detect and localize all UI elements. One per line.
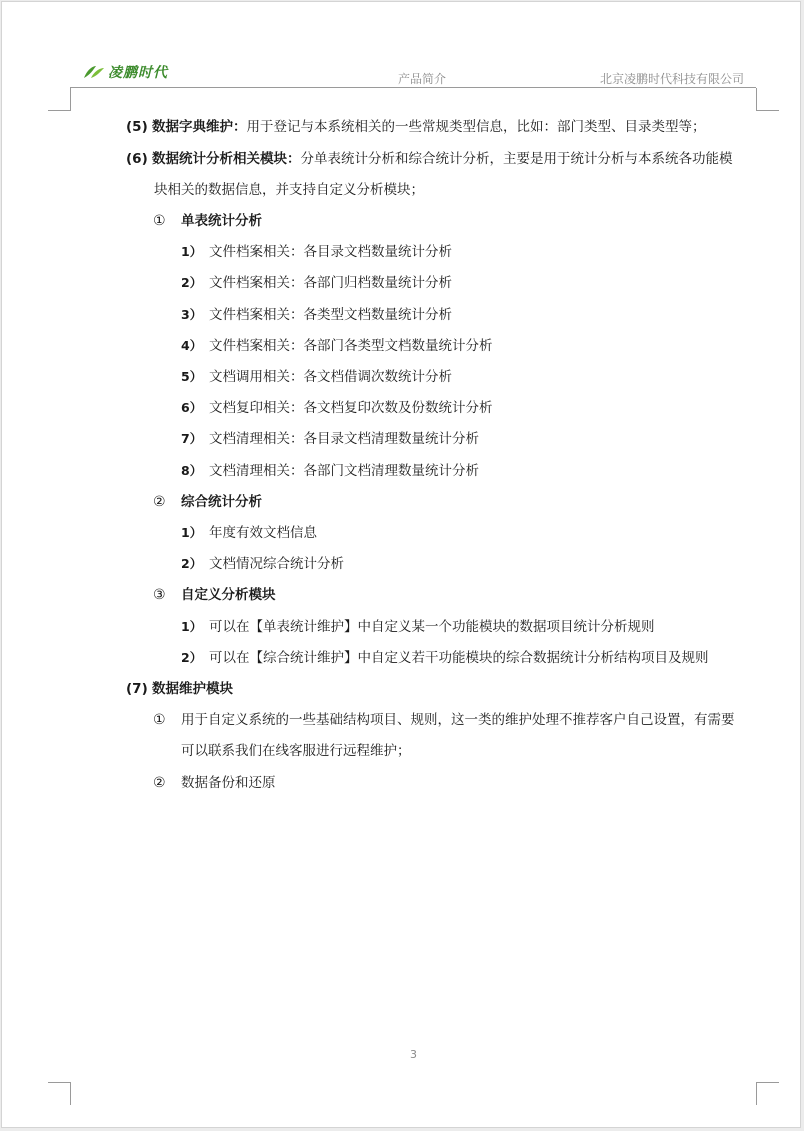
section-6: [126, 150, 733, 168]
section-7-item-2: [153, 774, 276, 792]
list-item: 2） 可以在【综合统计维护】中自定义若干功能模块的综合数据统计分析结构项目及规则: [181, 650, 709, 666]
list-item: 7） 文档清理相关：各目录文档清理数量统计分析: [181, 431, 479, 447]
item-text: 用于自定义系统的一些基础结构项目、规则，这一类的维护处理不推荐客户自己设置，有需要: [181, 712, 735, 728]
list-item: 8） 文档清理相关：各部门文档清理数量统计分析: [181, 463, 479, 479]
section-number: (6): [126, 151, 148, 167]
list-item: 2） 文件档案相关：各部门归档数量统计分析: [181, 275, 452, 291]
subsection-custom: [153, 586, 276, 604]
list-item: 1） 文件档案相关：各目录文档数量统计分析: [181, 244, 452, 260]
section-7-item-1: [153, 711, 735, 729]
crop-mark-top-left: [48, 88, 71, 111]
list-item: 3） 文件档案相关：各类型文档数量统计分析: [181, 307, 452, 323]
document-page: [1, 1, 801, 1128]
section-number: (5): [126, 119, 148, 135]
section-text: 用于登记与本系统相关的一些常规类型信息，比如：部门类型、目录类型等；: [246, 119, 706, 135]
section-title: 数据维护模块: [152, 681, 234, 697]
subsection-title: 自定义分析模块: [181, 587, 276, 603]
section-text: 分单表统计分析和综合统计分析，主要是用于统计分析与本系统各功能模: [300, 151, 733, 167]
list-item: 2） 文档情况综合统计分析: [181, 556, 344, 572]
circled-number: ①: [153, 213, 166, 229]
subsection-single-table: [153, 212, 262, 230]
leaf-logo-icon: [82, 64, 106, 80]
circled-number: ②: [153, 775, 166, 791]
section-7: [126, 680, 233, 698]
list-item: 4） 文件档案相关：各部门各类型文档数量统计分析: [181, 338, 493, 354]
list-item: 1） 可以在【单表统计维护】中自定义某一个功能模块的数据项目统计分析规则: [181, 619, 655, 635]
section-number: (7): [126, 681, 148, 697]
list-item: 5） 文档调用相关：各文档借调次数统计分析: [181, 369, 452, 385]
header-company: 北京凌鹏时代科技有限公司: [600, 72, 745, 86]
subsection-title: 单表统计分析: [181, 213, 262, 229]
company-logo: [82, 62, 168, 82]
section-7-item-1-continued: 可以联系我们在线客服进行远程维护；: [181, 743, 411, 759]
header-title: 产品简介: [398, 72, 447, 86]
logo-text: 凌鹏时代: [108, 65, 168, 81]
list-item: 6） 文档复印相关：各文档复印次数及份数统计分析: [181, 400, 493, 416]
item-text: 数据备份和还原: [181, 775, 276, 791]
page-number: 3: [410, 1048, 417, 1061]
crop-mark-top-right: [756, 88, 779, 111]
circled-number: ②: [153, 494, 166, 510]
subsection-composite: [153, 493, 262, 511]
subsection-title: 综合统计分析: [181, 494, 262, 510]
section-5: [126, 118, 706, 136]
header-divider: [70, 87, 756, 88]
section-title: 数据统计分析相关模块：: [152, 151, 301, 167]
circled-number: ③: [153, 587, 166, 603]
crop-mark-bottom-right: [756, 1082, 779, 1105]
list-item: 1） 年度有效文档信息: [181, 525, 317, 541]
section-6-continued: 块相关的数据信息，并支持自定义分析模块；: [154, 182, 424, 198]
circled-number: ①: [153, 712, 166, 728]
section-title: 数据字典维护：: [152, 119, 247, 135]
crop-mark-bottom-left: [48, 1082, 71, 1105]
